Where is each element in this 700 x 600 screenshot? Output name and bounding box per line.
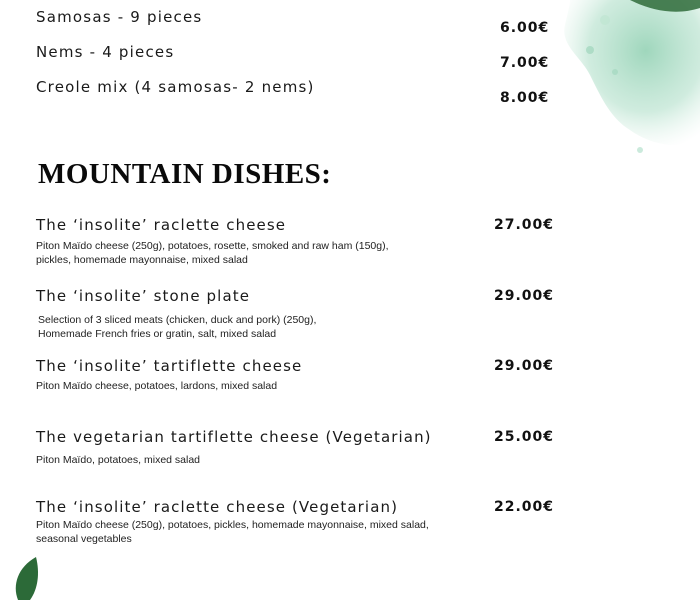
starter-price: 6.00€ (500, 20, 550, 36)
starter-price: 8.00€ (500, 90, 550, 106)
dish-description (36, 518, 476, 546)
description-line: Piton Maïdo cheese (250g), potatoes, pickles, homemade mayonnaise, mixed salad, (36, 519, 429, 531)
dish-name: The ‘insolite’ stone plate (36, 287, 251, 305)
dish-name: The ‘insolite’ raclette cheese (36, 216, 287, 234)
description-line: seasonal vegetables (36, 533, 132, 545)
description-line: Piton Maïdo, potatoes, mixed salad (36, 454, 201, 466)
dish-description (36, 239, 476, 267)
description-line: Piton Maïdo cheese, potatoes, lardons, mixed salad (36, 380, 278, 392)
dish-name: The ‘insolite’ tartiflette cheese (36, 357, 303, 375)
starter-name: Nems - 4 pieces (36, 43, 175, 61)
starter-name: Creole mix (4 samosas- 2 nems) (36, 78, 315, 96)
description-line: pickles, homemade mayonnaise, mixed salad (36, 254, 248, 266)
section-title: MOUNTAIN DISHES: (38, 158, 332, 190)
dish-description (36, 379, 476, 393)
description-line: Selection of 3 sliced meats (chicken, duck and pork) (250g), (38, 314, 317, 326)
starter-name: Samosas - 9 pieces (36, 8, 203, 26)
dish-price: 29.00€ (493, 288, 554, 304)
description-line: Homemade French fries or gratin, salt, mixed salad (38, 328, 277, 340)
dish-description (38, 313, 478, 341)
dish-price: 25.00€ (493, 429, 554, 445)
dish-name: The ‘insolite’ raclette cheese (Vegetarian) (36, 498, 399, 516)
dish-description (36, 453, 476, 467)
dish-price: 22.00€ (493, 499, 554, 515)
dish-price: 29.00€ (493, 358, 554, 374)
dish-price: 27.00€ (493, 217, 554, 233)
description-line: Piton Maïdo cheese (250g), potatoes, rosette, smoked and raw ham (150g), (36, 240, 389, 252)
dish-name: The vegetarian tartiflette cheese (Vegetarian) (36, 428, 432, 446)
starter-price: 7.00€ (500, 55, 550, 71)
